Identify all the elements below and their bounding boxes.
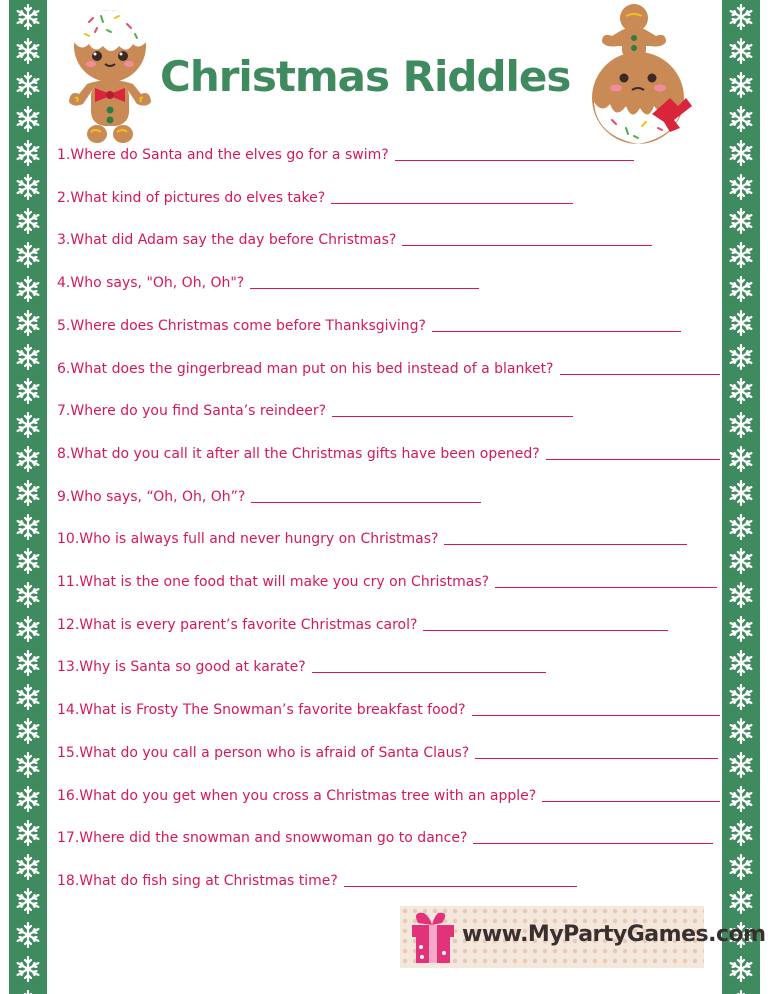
page-title: Christmas Riddles bbox=[160, 52, 571, 101]
snowflake-icon bbox=[13, 308, 43, 338]
riddle-question: 11.What is the one food that will make you cry on Christmas? bbox=[57, 574, 490, 590]
answer-line[interactable] bbox=[395, 160, 634, 161]
snowflake-icon bbox=[726, 410, 756, 440]
riddle-question: 9.Who says, “Oh, Oh, Oh”? bbox=[57, 488, 246, 505]
snowflake-icon bbox=[726, 546, 756, 576]
answer-line[interactable] bbox=[546, 459, 720, 460]
snowflake-icon bbox=[13, 274, 43, 304]
snowflake-icon bbox=[726, 682, 756, 712]
snowflake-icon bbox=[13, 716, 43, 746]
riddle-question: 16.What do you get when you cross a Christmas tree with an apple? bbox=[57, 787, 537, 804]
snowflake-icon bbox=[726, 614, 756, 644]
answer-line[interactable] bbox=[432, 331, 681, 332]
riddle-question: 18.What do fish sing at Christmas time? bbox=[57, 872, 338, 889]
snowflake-icon bbox=[13, 172, 43, 202]
answer-line[interactable] bbox=[444, 544, 687, 545]
answer-line[interactable] bbox=[344, 886, 577, 887]
riddle-question: 13.Why is Santa so good at karate? bbox=[57, 659, 306, 676]
snowflake-icon bbox=[13, 36, 43, 66]
answer-line[interactable] bbox=[250, 288, 479, 289]
snowflake-icon bbox=[726, 716, 756, 746]
snowflake-icon bbox=[13, 240, 43, 270]
snowflake-icon bbox=[726, 580, 756, 610]
snowflake-icon bbox=[726, 444, 756, 474]
gift-box-icon bbox=[408, 909, 458, 965]
answer-line[interactable] bbox=[332, 416, 573, 417]
snowflake-icon bbox=[13, 682, 43, 712]
answer-line[interactable] bbox=[495, 587, 717, 588]
snowflake-icon bbox=[13, 818, 43, 848]
snowflake-icon bbox=[13, 614, 43, 644]
snowflake-icon bbox=[726, 2, 756, 32]
snowflake-icon bbox=[13, 104, 43, 134]
riddle-question: 15.What do you call a person who is afraid of Santa Claus? bbox=[57, 744, 470, 761]
answer-line[interactable] bbox=[560, 374, 721, 375]
snowflake-icon bbox=[13, 444, 43, 474]
snowflake-icon bbox=[13, 954, 43, 984]
snowflake-icon bbox=[726, 852, 756, 882]
snowflake-icon bbox=[726, 172, 756, 202]
riddle-question: 12.What is every parent’s favorite Christmas carol? bbox=[57, 616, 418, 633]
snowflake-icon bbox=[726, 274, 756, 304]
riddle-question: 4.Who says, "Oh, Oh, Oh"? bbox=[57, 275, 245, 292]
answer-line[interactable] bbox=[402, 245, 652, 246]
snowflake-icon bbox=[726, 818, 756, 848]
snowflake-icon bbox=[13, 478, 43, 508]
snowflake-icon bbox=[13, 376, 43, 406]
riddle-question: 3.What did Adam say the day before Christmas? bbox=[57, 232, 397, 249]
snowflake-icon bbox=[726, 308, 756, 338]
snowflake-icon bbox=[13, 920, 43, 950]
riddle-question: 1.Where do Santa and the elves go for a swim? bbox=[57, 147, 389, 163]
snowflake-icon bbox=[726, 138, 756, 168]
snowflake-icon bbox=[13, 138, 43, 168]
gingerbread-man-icon bbox=[55, 4, 165, 146]
snowflake-icon bbox=[726, 512, 756, 542]
snowflake-icon bbox=[726, 104, 756, 134]
riddle-question: 14.What is Frosty The Snowman’s favorite breakfast food? bbox=[57, 702, 466, 719]
snowflake-icon bbox=[726, 36, 756, 66]
left-snowflake-border bbox=[9, 0, 47, 994]
riddle-question: 6.What does the gingerbread man put on his bed instead of a blanket? bbox=[57, 360, 554, 377]
answer-line[interactable] bbox=[423, 630, 668, 631]
snowflake-icon bbox=[13, 580, 43, 610]
answer-line[interactable] bbox=[472, 715, 720, 716]
snowflake-icon bbox=[13, 512, 43, 542]
riddle-question: 2.What kind of pictures do elves take? bbox=[57, 189, 326, 206]
snowflake-icon bbox=[726, 784, 756, 814]
snowflake-icon bbox=[13, 988, 43, 994]
snowflake-icon bbox=[726, 70, 756, 100]
answer-line[interactable] bbox=[473, 843, 713, 844]
riddle-question: 5.Where does Christmas come before Thanksgiving? bbox=[57, 317, 426, 334]
snowflake-icon bbox=[726, 954, 756, 984]
answer-line[interactable] bbox=[251, 502, 481, 503]
snowflake-icon bbox=[13, 648, 43, 678]
answer-line[interactable] bbox=[542, 801, 720, 802]
riddle-question: 17.Where did the snowman and snowwoman go to dance? bbox=[57, 830, 468, 847]
snowflake-icon bbox=[726, 886, 756, 916]
snowflake-icon bbox=[726, 750, 756, 780]
snowflake-icon bbox=[726, 342, 756, 372]
snowflake-icon bbox=[726, 376, 756, 406]
snowflake-icon bbox=[13, 546, 43, 576]
snowflake-icon bbox=[726, 648, 756, 678]
website-url[interactable]: www.MyPartyGames.com bbox=[462, 922, 766, 947]
snowflake-icon bbox=[13, 886, 43, 916]
snowflake-icon bbox=[13, 784, 43, 814]
riddle-question: 10.Who is always full and never hungry on Christmas? bbox=[57, 531, 439, 548]
answer-line[interactable] bbox=[331, 203, 573, 204]
riddle-question: 7.Where do you find Santa’s reindeer? bbox=[57, 403, 327, 420]
snowflake-icon bbox=[13, 852, 43, 882]
snowflake-icon bbox=[726, 478, 756, 508]
gingerbread-donut-icon bbox=[588, 2, 698, 148]
snowflake-icon bbox=[726, 240, 756, 270]
snowflake-icon bbox=[13, 2, 43, 32]
snowflake-icon bbox=[726, 206, 756, 236]
snowflake-icon bbox=[13, 70, 43, 100]
right-snowflake-border bbox=[722, 0, 760, 994]
answer-line[interactable] bbox=[312, 672, 546, 673]
answer-line[interactable] bbox=[475, 758, 718, 759]
snowflake-icon bbox=[13, 342, 43, 372]
snowflake-icon bbox=[726, 988, 756, 994]
snowflake-icon bbox=[13, 750, 43, 780]
snowflake-icon bbox=[13, 206, 43, 236]
riddle-question: 8.What do you call it after all the Christmas gifts have been opened? bbox=[57, 445, 540, 462]
snowflake-icon bbox=[13, 410, 43, 440]
